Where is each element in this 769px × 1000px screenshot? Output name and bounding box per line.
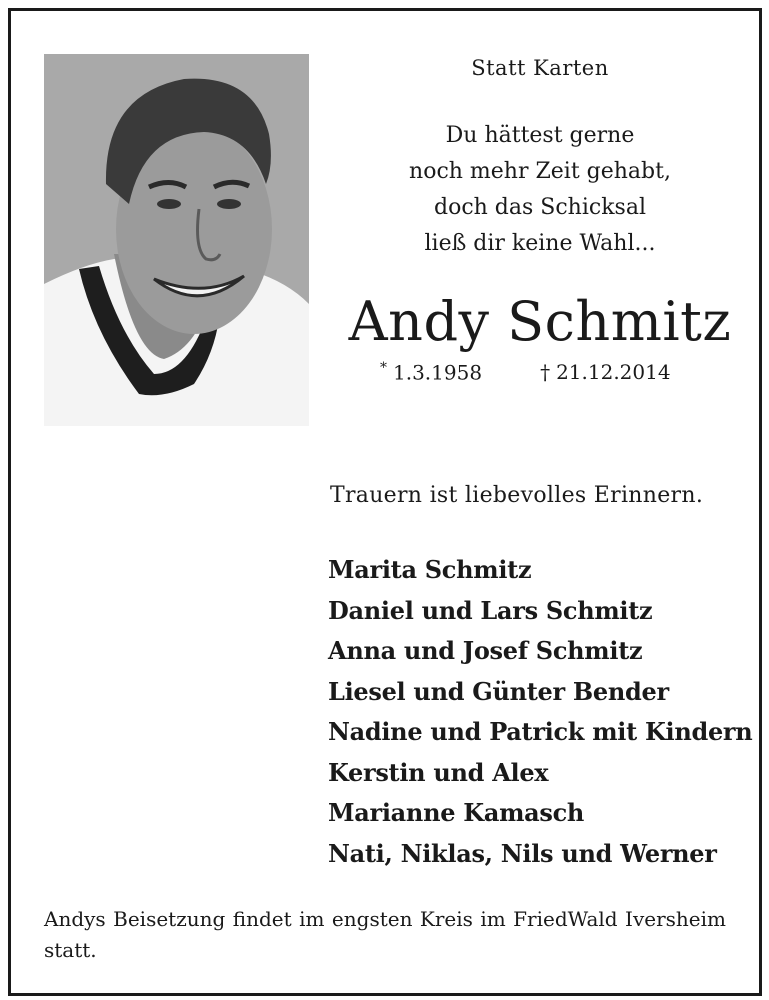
statt-karten-line: Statt Karten bbox=[471, 56, 609, 80]
mourner-name: Marita Schmitz bbox=[328, 555, 532, 584]
death-date-block bbox=[540, 360, 671, 385]
mourner-name: Anna und Josef Schmitz bbox=[328, 636, 643, 665]
mourner-name: Daniel und Lars Schmitz bbox=[328, 595, 653, 625]
mourner-name: Liesel und Günter Bender bbox=[328, 676, 669, 706]
birth-star-symbol: * bbox=[380, 360, 387, 376]
mourner-name: Nadine und Patrick mit Kindern bbox=[328, 717, 753, 746]
life-dates bbox=[380, 360, 700, 385]
death-cross-symbol: † bbox=[540, 360, 551, 384]
burial-notice: Andys Beisetzung findet im engsten Kreis im FriedWald Iversheim statt. bbox=[44, 907, 726, 962]
birth-date-block bbox=[380, 360, 482, 385]
mourner-name: Marianne Kamasch bbox=[328, 798, 585, 827]
mourner-name: Kerstin und Alex bbox=[328, 757, 549, 787]
mourner-name: Nati, Niklas, Nils und Werner bbox=[328, 838, 717, 868]
death-date: 21.12.2014 bbox=[556, 360, 671, 384]
portrait-photo bbox=[44, 54, 309, 426]
poem-line: ließ dir keine Wahl... bbox=[424, 231, 656, 256]
mourners-list bbox=[328, 550, 752, 874]
birth-date: 1.3.1958 bbox=[393, 360, 483, 385]
deceased-name: Andy Schmitz bbox=[348, 290, 732, 353]
poem-line: Du hättest gerne bbox=[445, 123, 635, 148]
poem bbox=[330, 118, 750, 262]
mourning-motto: Trauern ist liebevolles Erinnern. bbox=[330, 483, 704, 508]
poem-line: noch mehr Zeit gehabt, bbox=[409, 159, 671, 184]
poem-line: doch das Schicksal bbox=[434, 195, 646, 220]
